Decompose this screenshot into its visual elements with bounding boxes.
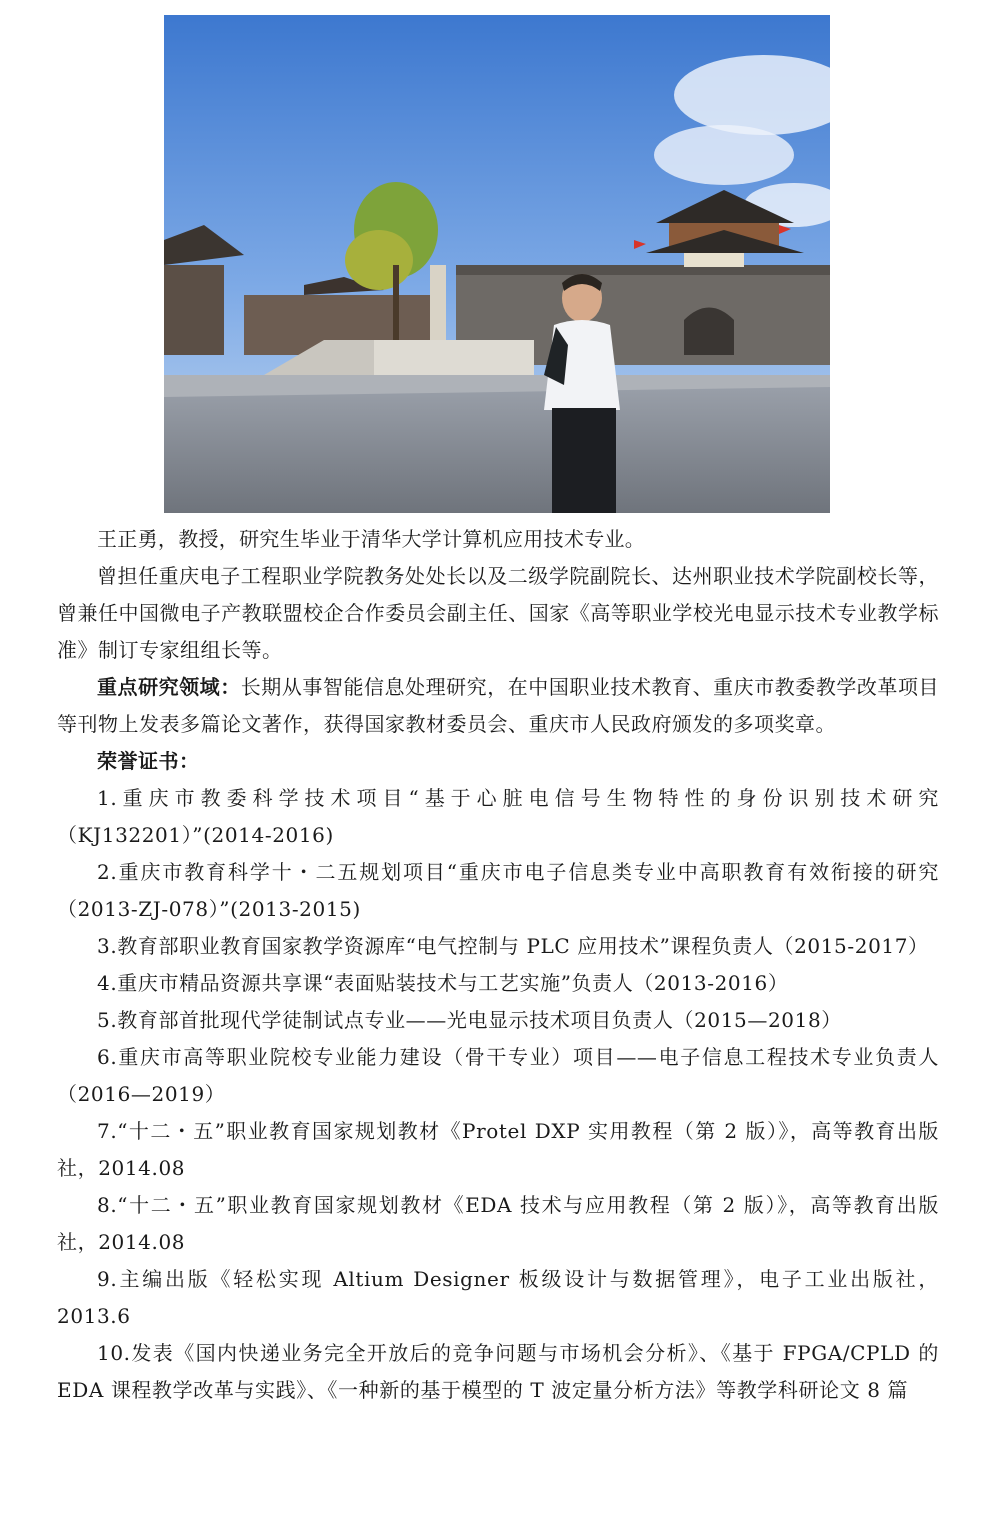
portrait-photo (164, 15, 830, 513)
honor-item: 4.重庆市精品资源共享课“表面贴装技术与工艺实施”负责人（2013-2016） (97, 971, 789, 995)
profile-text (57, 521, 939, 1409)
honor-item: 5.教育部首批现代学徒制试点专业——光电显示技术项目负责人（2015—2018） (97, 1008, 842, 1032)
research-label: 重点研究领域： (97, 675, 241, 699)
honors-heading (57, 743, 939, 780)
honor-item: 8.“十二・五”职业教育国家规划教材《EDA 技术与应用教程（第 2 版）》，高等教育出版社，2014.08 (57, 1193, 939, 1254)
honors-list (57, 780, 939, 1409)
research-paragraph (57, 669, 939, 743)
honor-item: 9.主编出版《轻松实现 Altium Designer 板级设计与数据管理》，电子工业出版社，2013.6 (57, 1267, 939, 1328)
intro-paragraph: 王正勇，教授，研究生毕业于清华大学计算机应用技术专业。 (97, 527, 646, 551)
honor-item: 1.重庆市教委科学技术项目“基于心脏电信号生物特性的身份识别技术研究（KJ132201）”(2014-2016) (57, 786, 939, 847)
honor-item: 3.教育部职业教育国家教学资源库“电气控制与 PLC 应用技术”课程负责人（2015-2017） (97, 934, 929, 958)
honor-item: 2.重庆市教育科学十・二五规划项目“重庆市电子信息类专业中高职教育有效衔接的研究（2013-ZJ-078）”(2013-2015) (57, 860, 939, 921)
honor-item: 6.重庆市高等职业院校专业能力建设（骨干专业）项目——电子信息工程技术专业负责人（2016—2019） (57, 1045, 939, 1106)
honor-item: 7.“十二・五”职业教育国家规划教材《Protel DXP 实用教程（第 2 版）》，高等教育出版社，2014.08 (57, 1119, 939, 1180)
career-paragraph: 曾担任重庆电子工程职业学院教务处处长以及二级学院副院长、达州职业技术学院副校长等，曾兼任中国微电子产教联盟校企合作委员会副主任、国家《高等职业学校光电显示技术专业教学标准》制订专家组组长等。 (57, 564, 939, 662)
research-text: 长期从事智能信息处理研究，在中国职业技术教育、重庆市教委教学改革项目等刊物上发表多篇论文著作，获得国家教材委员会、重庆市人民政府颁发的多项奖章。 (57, 675, 940, 736)
honor-item: 10.发表《国内快递业务完全开放后的竞争问题与市场机会分析》、《基于 FPGA/CPLD 的 EDA 课程教学改革与实践》、《一种新的基于模型的 T 波定量分析方法》等教学科研论文 8 篇 (57, 1341, 939, 1402)
honors-label: 荣誉证书： (97, 749, 200, 773)
